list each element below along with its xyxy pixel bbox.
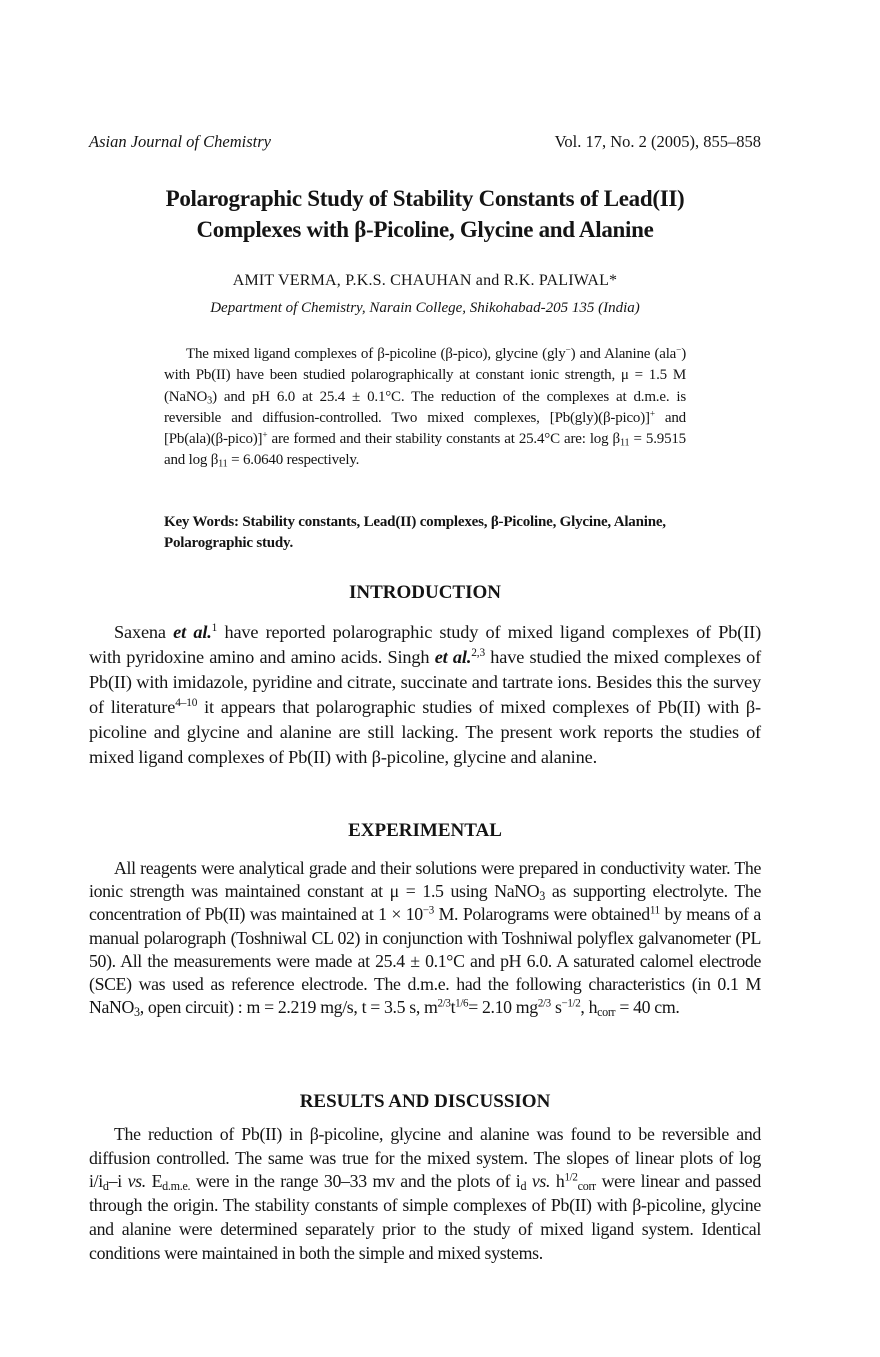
vs-italic: vs.: [531, 1171, 551, 1192]
superscript: −1/2: [561, 997, 581, 1010]
subscript: corr: [597, 1005, 616, 1020]
superscript: 2/3: [537, 997, 551, 1010]
running-header: [89, 132, 761, 152]
keywords-text: Stability constants, Lead(II) complexes, β-Picoline, Glycine, Alanine, Polarographic study.: [164, 514, 666, 552]
text-run: it appears that polarographic studies of mixed complexes of Pb(II) with β-picoline and glycine and alanine are still lacking. The present work reports the studies of mixed ligand complexes of Pb(II) with β-picoline, glycine and alanine.: [89, 696, 761, 767]
abstract-text: The mixed ligand complexes of β-picoline (β-pico), glycine (gly: [186, 346, 566, 362]
reference-marker: 2,3: [471, 647, 485, 660]
experimental-heading: EXPERIMENTAL: [348, 820, 502, 841]
reference-marker: 1: [211, 622, 218, 635]
text-run: = 40 cm.: [619, 997, 680, 1018]
superscript: −: [565, 345, 571, 356]
citation-etal: et al.: [434, 646, 472, 667]
text-run: as supporting electrolyte. The concentration of Pb(II) was maintained at 1 × 10: [89, 881, 761, 925]
subscript: d: [102, 1179, 109, 1194]
superscript: 1/2: [564, 1171, 578, 1184]
superscript: +: [649, 409, 655, 420]
superscript: −3: [422, 904, 434, 917]
volume-info: Vol. 17, No. 2 (2005), 855–858: [554, 132, 761, 151]
abstract-text: = 5.9515 and log β: [164, 431, 686, 469]
abstract-text: with Pb(II) have been studied polarographically at constant ionic strength, μ = 1.5 M (NaNO: [164, 367, 686, 405]
citation-etal: et al.: [173, 622, 212, 642]
superscript: −: [676, 345, 682, 356]
results-paragraph: [89, 1123, 761, 1265]
text-run: have studied the mixed complexes of Pb(II) with imidazole, pyridine and citrate, succinate and tartrate ions. Besides this the survey of literature: [89, 646, 762, 717]
results-heading: RESULTS AND DISCUSSION: [299, 1091, 551, 1112]
text-run: , h: [580, 997, 598, 1018]
text-run: E: [151, 1171, 163, 1192]
subscript: corr: [577, 1179, 596, 1194]
abstract-text: and Alanine (ala: [579, 346, 677, 362]
abstract-text: ) and pH 6.0 at 25.4 ± 0.1°C. The reduction of the complexes at d.m.e. is reversible and diffusion-controlled. Two mixed complexes, [Pb(gly)(β-pico)]: [164, 388, 686, 426]
text-run: –i: [108, 1171, 122, 1192]
abstract: The mixed ligand complexes of β-picoline (β-pico), glycine (gly−) and Alanine (ala−) with Pb(II) have been studied polarographically at constant ionic strength, μ = 1.5 M (NaNO$_3$) and pH 6.0 at 25.4 ± 0.1°C. The reduction of the complexes at d.m.e. is reversible and diffusion-controlled. Two mixed complexes, [Pb(gly)(β-pico)]+ and [Pb(ala)(β-pico)]+ are formed and their stability constants at 25.4°C are: $\log \beta_{11} = 5.9515$ and $\log \beta_{11} = 6.0640$ respectively.: [164, 345, 686, 471]
text-run: by means of a manual polarograph (Toshniwal CL 02) in conjunction with Toshniwal polyflex galvanometer (PL 50). All the measurements were made at 25.4 ± 0.1°C and pH 6.0. A saturated calomel electrode (SCE) was used as reference electrode. The d.m.e. had the following characteristics (in 0.1 M NaNO: [89, 904, 761, 1018]
text-run: were in the range 30–33 mv and the plots of i: [195, 1171, 521, 1192]
title-line-1: Polarographic Study of Stability Constants of Lead(II): [165, 186, 685, 211]
abstract-text: and [Pb(ala)(β-pico)]: [164, 409, 686, 448]
introduction-heading: INTRODUCTION: [348, 582, 502, 603]
subscript: d.m.e.: [162, 1179, 191, 1194]
superscript: 2/3: [437, 997, 451, 1010]
text-run: t: [450, 997, 456, 1018]
text-run: , open circuit) : m = 2.219 mg/s, t = 3.5 s, m: [139, 997, 438, 1018]
text-run: = 2.10 mg: [468, 997, 538, 1018]
text-run: The reduction of Pb(II) in β-picoline, glycine and alanine was found to be reversible and diffusion controlled. The same was true for the mixed system. The slopes of linear plots of log i/i: [89, 1124, 761, 1192]
affiliation: Department of Chemistry, Narain College, Shikohabad-205 135 (India): [210, 300, 640, 316]
superscript: +: [262, 430, 268, 441]
subscript: 11: [619, 437, 630, 449]
text-run: Saxena: [114, 622, 166, 642]
text-run: were linear and passed through the origin. The stability constants of simple complexes of Pb(II) with β-picoline, glycine and alanine were determined separately prior to the study of mixed ligand system. Identical conditions were maintained in both the simple and mixed systems.: [89, 1171, 761, 1263]
experimental-paragraph: [89, 857, 761, 1019]
introduction-paragraph: [89, 620, 761, 769]
reference-marker: 11: [649, 904, 660, 917]
reference-marker: 4–10: [175, 696, 198, 709]
abstract-text: = 6.0640 respectively.: [231, 452, 360, 469]
paper-title: [89, 183, 761, 245]
subscript: d: [520, 1179, 527, 1194]
keywords-label: Key Words:: [164, 514, 239, 530]
subscript: 11: [218, 459, 228, 471]
text-run: h: [555, 1171, 565, 1192]
text-run: have reported polarographic study of mixed ligand complexes of Pb(II) with pyridoxine amino and amino acids. Singh: [89, 622, 762, 667]
vs-italic: vs.: [127, 1171, 146, 1192]
subscript: 3: [539, 889, 545, 904]
superscript: 1/6: [455, 997, 469, 1010]
text-run: M. Polarograms were obtained: [438, 904, 650, 925]
subscript: 3: [207, 395, 213, 407]
author-list: AMIT VERMA, P.K.S. CHAUHAN and R.K. PALIWAL*: [232, 272, 618, 289]
keywords: [164, 512, 686, 555]
title-line-2: Complexes with β-Picoline, Glycine and Alanine: [196, 217, 654, 242]
abstract-text: are formed and their stability constants at 25.4°C are: log β: [271, 431, 620, 448]
text-run: s: [554, 997, 562, 1018]
subscript: 3: [134, 1005, 140, 1020]
journal-name: Asian Journal of Chemistry: [89, 132, 271, 151]
text-run: All reagents were analytical grade and their solutions were prepared in conductivity water. The ionic strength was maintained constant at μ = 1.5 using NaNO: [89, 858, 761, 902]
